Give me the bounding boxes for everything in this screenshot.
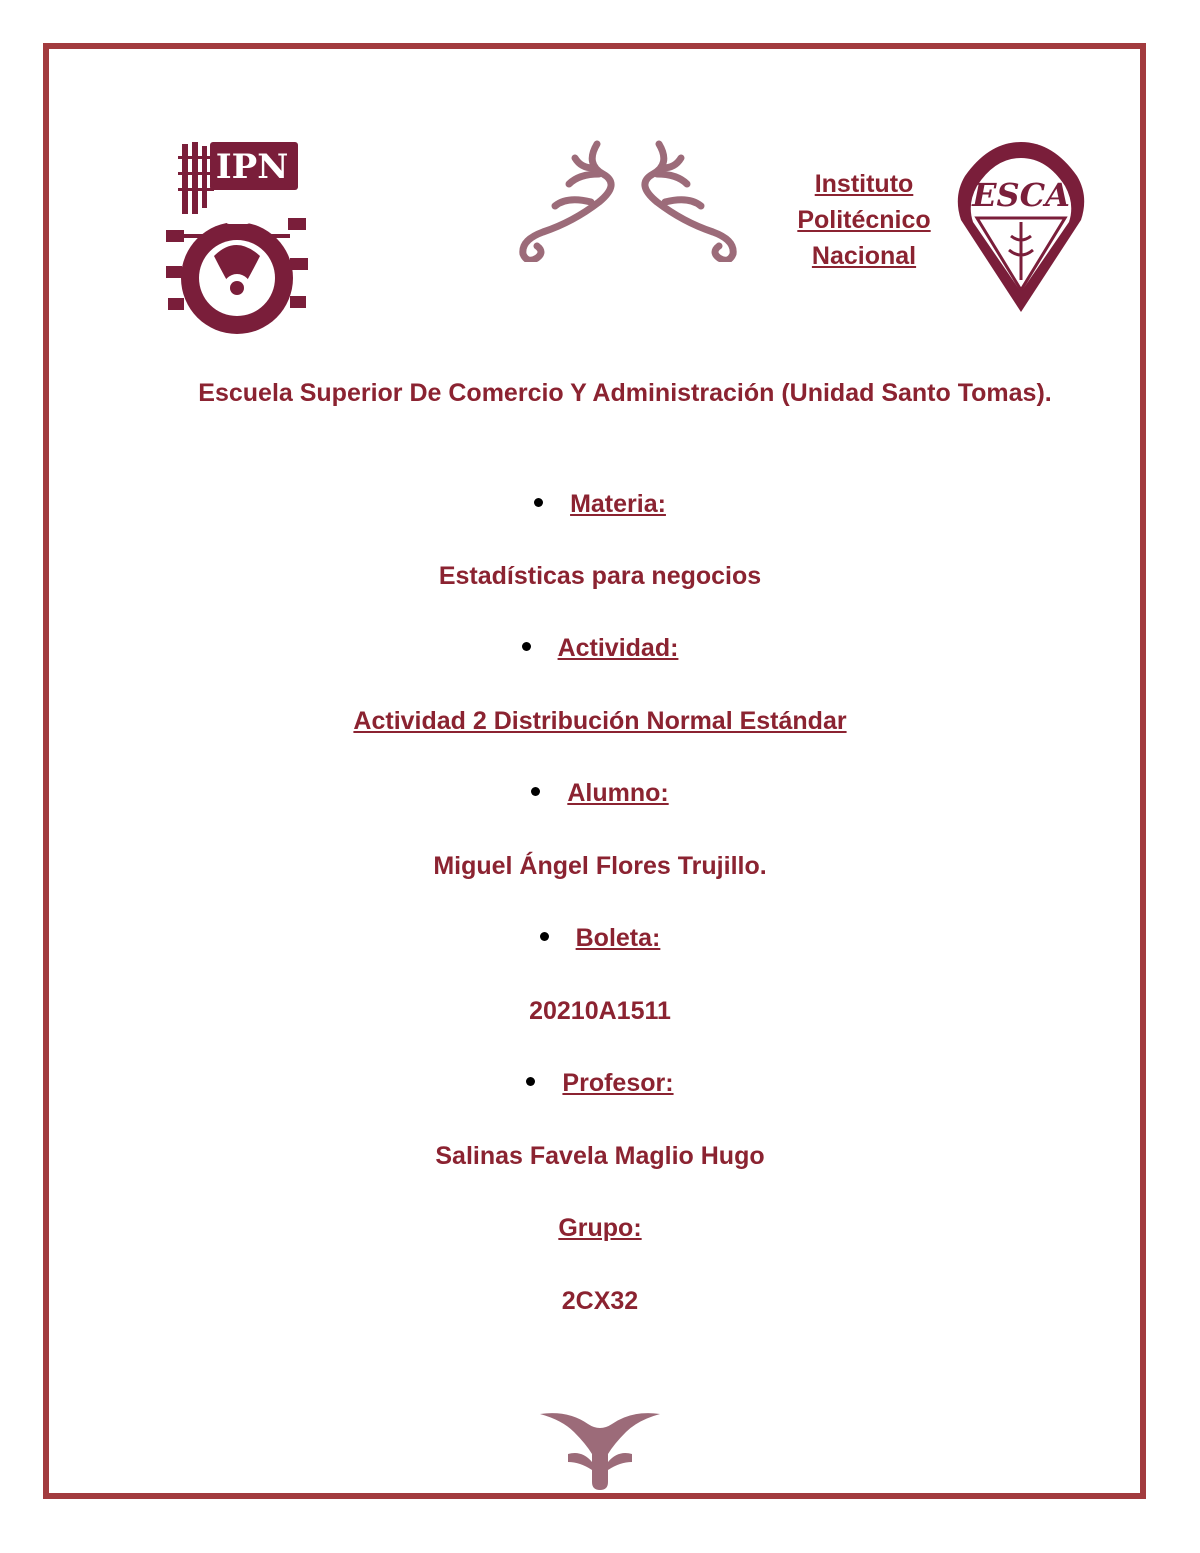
- subject-heading: [100, 486, 1100, 522]
- activity-heading: [100, 630, 1100, 666]
- group-value: 2CX32: [561, 1287, 639, 1315]
- teacher-heading: [100, 1065, 1100, 1101]
- teacher-value: Salinas Favela Maglio Hugo: [435, 1142, 765, 1170]
- teacher-label: Profesor:: [562, 1069, 674, 1097]
- student-value: Miguel Ángel Flores Trujillo.: [433, 852, 767, 880]
- subject-label: Materia:: [570, 490, 666, 518]
- id-label: Boleta:: [575, 924, 661, 952]
- activity-value: Actividad 2 Distribución Normal Estándar: [353, 707, 847, 735]
- bullet-icon: [522, 642, 531, 651]
- bullet-icon: [531, 787, 540, 796]
- group-label: Grupo:: [558, 1214, 642, 1242]
- bullet-icon: [534, 498, 543, 507]
- student-label: Alumno:: [567, 779, 669, 807]
- esca-logo-text: ESCA: [972, 176, 1070, 214]
- institution-name-line-2: Politécnico: [797, 206, 931, 234]
- bottom-ornament-icon: [538, 1410, 662, 1490]
- subject-value: Estadísticas para negocios: [438, 562, 762, 590]
- student-heading: [100, 775, 1100, 811]
- ipn-logo-text: IPN: [215, 147, 289, 187]
- id-heading: [100, 920, 1100, 956]
- institution-name-line-1: Instituto: [814, 170, 914, 198]
- bullet-icon: [526, 1077, 535, 1086]
- id-value: 20210A1511: [529, 997, 671, 1025]
- institution-name-line-3: Nacional: [811, 242, 917, 270]
- bullet-icon: [540, 932, 549, 941]
- institution-name: [782, 166, 946, 274]
- activity-label: Actividad:: [557, 634, 679, 662]
- ipn-logo: [164, 138, 310, 336]
- school-name: Escuela Superior De Comercio Y Administración (Unidad Santo Tomas).: [198, 379, 1052, 407]
- top-ornament-icon: [515, 138, 741, 262]
- esca-logo: [953, 140, 1089, 315]
